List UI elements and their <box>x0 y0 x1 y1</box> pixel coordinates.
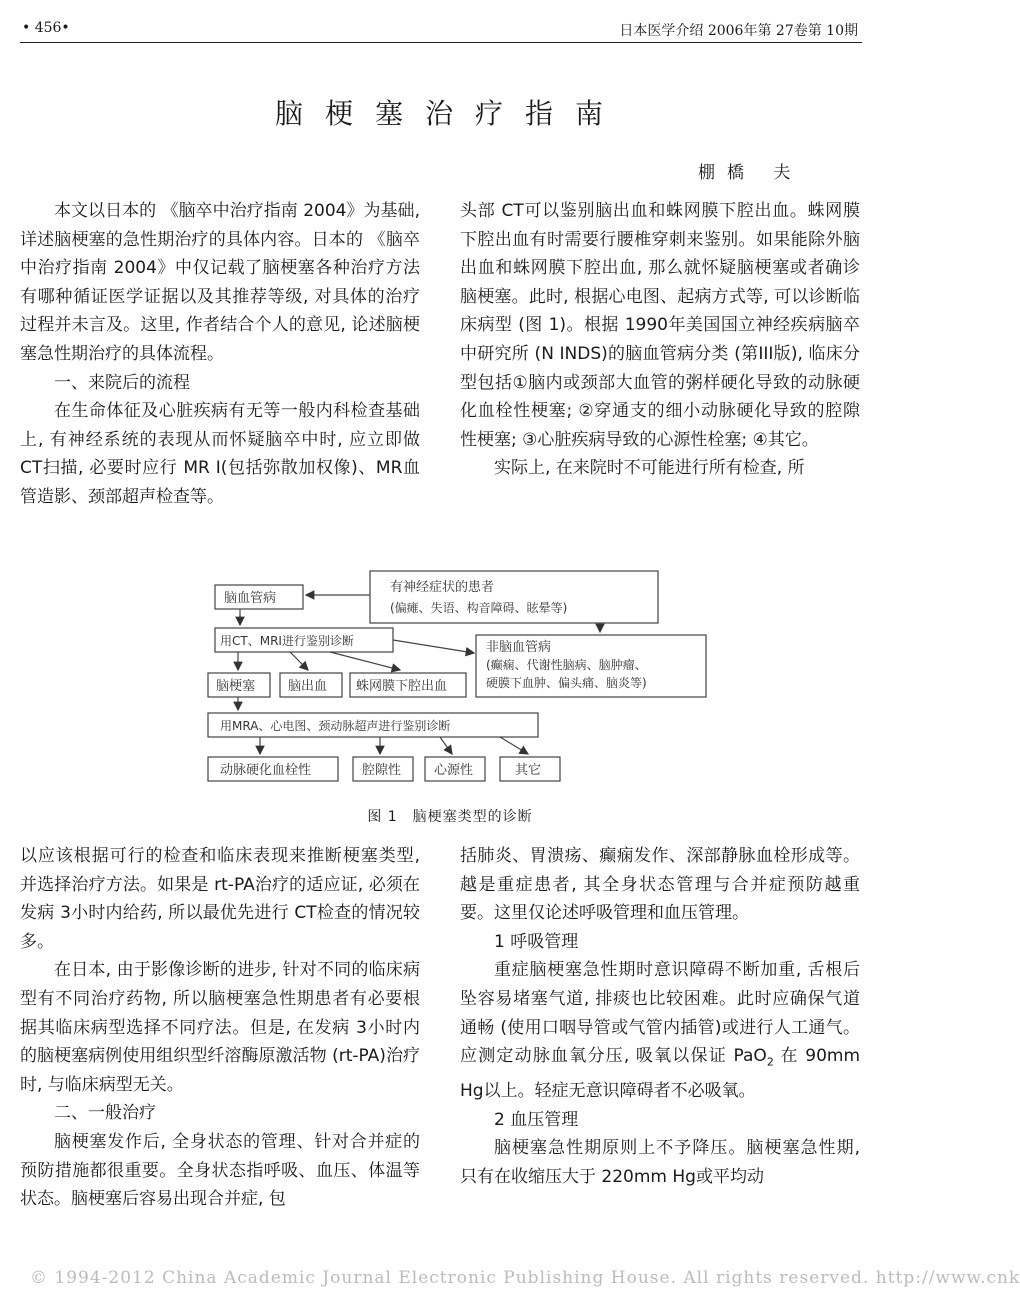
label-non-cerebro-sub1: (癫痫、代谢性脑病、脑肿瘤、 <box>486 658 647 672</box>
paragraph: 脑梗塞急性期原则上不予降压。脑梗塞急性期, 只有在收缩压大于 220mm Hg或平均动 <box>460 1138 860 1187</box>
label-mra: 用MRA、心电图、颈动脉超声进行鉴别诊断 <box>220 719 451 733</box>
left-column-bottom <box>20 842 420 1214</box>
label-cerebrovascular: 脑血管病 <box>224 591 277 606</box>
label-non-cerebro: 非脑血管病 <box>486 640 552 655</box>
label-athero: 动脉硬化血栓性 <box>220 763 312 778</box>
label-sah: 蛛网膜下腔出血 <box>356 679 448 694</box>
copyright-watermark: © 1994-2012 China Academic Journal Electronic Publishing House. All rights reserved. http://www.cnk <box>30 1268 1020 1288</box>
label-ct-mri: 用CT、MRI进行鉴别诊断 <box>220 634 354 648</box>
paragraph: 本文以日本的 《脑卒中治疗指南 2004》为基础, 详述脑梗塞的急性期治疗的具体内容。日本的 《脑卒中治疗指南 2004》中仅记载了脑梗塞各种治疗方法有哪种循证医学证据以及其推荐等级, 对具体的治疗过程并未言及。这里, 作者结合个人的意见, 论述脑梗塞急性期治疗的具体流程。 <box>20 201 420 364</box>
article-title: 脑梗塞治疗指南 <box>274 97 625 130</box>
label-non-cerebro-sub2: 硬膜下血肿、偏头痛、脑炎等) <box>486 676 647 690</box>
label-other: 其它 <box>515 763 542 778</box>
page-number: • 456• <box>22 20 70 36</box>
subsection-heading: 2 血压管理 <box>494 1109 579 1130</box>
paragraph: 实际上, 在来院时不可能进行所有检查, 所 <box>494 458 805 479</box>
label-cardio: 心源性 <box>434 763 474 778</box>
right-column-bottom <box>460 842 860 1192</box>
paragraph: 脑梗塞发作后, 全身状态的管理、针对合并症的预防措施都很重要。全身状态指呼吸、血压、体温等状态。脑梗塞后容易出现合并症, 包 <box>20 1131 420 1210</box>
label-infarction: 脑梗塞 <box>216 679 256 694</box>
author: 棚橋 夫 <box>698 163 803 183</box>
journal-info: 日本医学介绍 2006年第 27卷第 10期 <box>619 23 858 39</box>
label-hemorrhage: 脑出血 <box>288 679 328 694</box>
right-column-top <box>460 197 860 483</box>
label-neuro-patient: 有神经症状的患者 <box>390 580 495 595</box>
paragraph: 在生命体征及心脏疾病有无等一般内科检查基础上, 有神经系统的表现从而怀疑脑卒中时, 应立即做 CT扫描, 必要时应行 MR I(包括弥散加权像)、MR血管造影、颈部超声检查等。 <box>20 401 420 507</box>
left-column-top <box>20 197 420 512</box>
paragraph: 括肺炎、胃溃疡、癫痫发作、深部静脉血栓形成等。越是重症患者, 其全身状态管理与合并症预防越重要。这里仅论述呼吸管理和血压管理。 <box>460 846 860 924</box>
label-neuro-patient-sub: (偏瘫、失语、构音障碍、眩晕等) <box>390 601 568 615</box>
subsection-heading: 1 呼吸管理 <box>494 931 579 952</box>
paragraph: 在日本, 由于影像诊断的进步, 针对不同的临床病型有不同治疗药物, 所以脑梗塞急性期患者有必要根据其临床病型选择不同疗法。但是, 在发病 3小时内的脑梗塞病例使用组织型纤溶酶原激活物 (rt-PA)治疗时, 与临床病型无关。 <box>20 960 420 1095</box>
label-lacunar: 腔隙性 <box>362 763 402 778</box>
diagnosis-flowchart <box>180 565 700 800</box>
section-heading: 二、一般治疗 <box>54 1103 156 1124</box>
paragraph: 重症脑梗塞急性期时意识障碍不断加重, 舌根后坠容易堵塞气道, 排痰也比较困难。此时应确保气道通畅 (使用口咽导管或气管内插管)或进行人工通气。应测定动脉血氧分压, 吸氧以保证 PaO$_2$ 在 90mm Hg以上。轻症无意识障碍者不必吸氧。 <box>460 960 861 1102</box>
figure-caption: 图 1 脑梗塞类型的诊断 <box>367 809 533 825</box>
header-rule <box>20 42 862 43</box>
box-neuro-patient <box>370 571 658 623</box>
section-heading: 一、来院后的流程 <box>54 372 190 393</box>
paragraph: 头部 CT可以鉴别脑出血和蛛网膜下腔出血。蛛网膜下腔出血有时需要行腰椎穿刺来鉴别。如果能除外脑出血和蛛网膜下腔出血, 那么就怀疑脑梗塞或者确诊脑梗塞。此时, 根据心电图、起病方式等, 可以诊断临床病型 (图 1)。根据 1990年美国国立神经疾病脑卒中研究所 (N INDS)的脑血管病分类 (第III版), 临床分型包括①脑内或颈部大血管的粥样硬化导致的动脉硬化血栓性梗塞; ②穿通支的细小动脉硬化导致的腔隙性梗塞; ③心脏疾病导致的心源性栓塞; ④其它。 <box>460 201 860 450</box>
paragraph: 以应该根据可行的检查和临床表现来推断梗塞类型, 并选择治疗方法。如果是 rt-PA治疗的适应证, 必须在发病 3小时内给药, 所以最优先进行 CT检查的情况较多。 <box>20 846 420 952</box>
